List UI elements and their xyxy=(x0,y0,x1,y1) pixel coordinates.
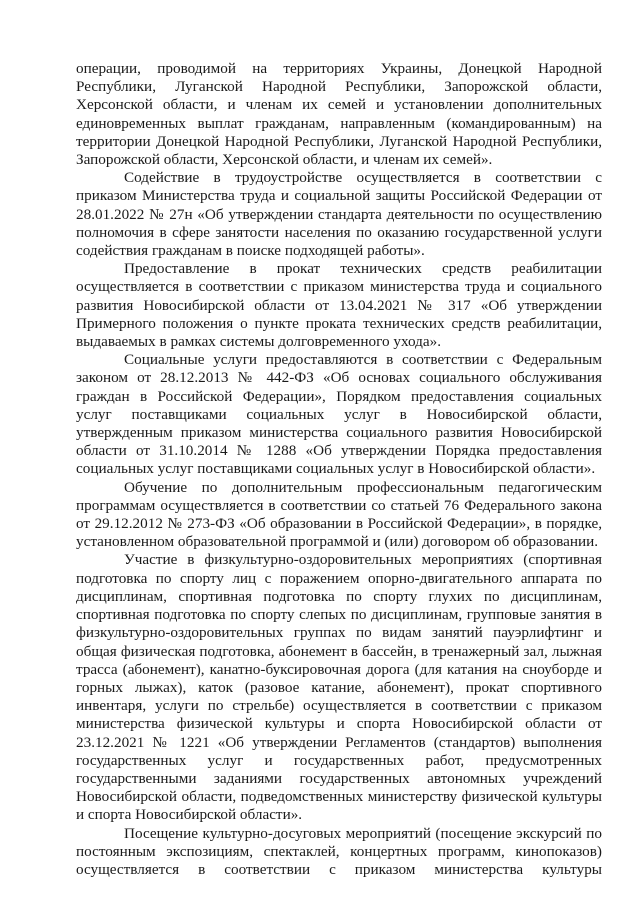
paragraph-employment-assistance: Содействие в трудоустройстве осуществляется в соответствии с приказом Министерства труда и социальной защиты Российской Федерации от 28.01.2022 № 27н «Об утверждении стандарта деятельности по осуществлению полномочия в сфере занятости населения по оказанию государственной услуги содействия гражданам в поиске подходящей работы». xyxy=(76,169,602,260)
paragraph-rehabilitation-rental: Предоставление в прокат технических средств реабилитации осуществляется в соответствии с приказом министерства труда и социального развития Новосибирской области от 13.04.2021 № 317 «Об утверждении Примерного положения о пункте проката технических средств реабилитации, выдаваемых в рамках системы долговременного ухода». xyxy=(76,260,602,351)
paragraph-professional-education: Обучение по дополнительным профессиональным педагогическим программам осуществляется в соответствии со статьей 76 Федерального закона от 29.12.2012 № 273-ФЗ «Об образовании в Российской Федерации», в порядке, установленном образовательной программой и (или) договором об образовании. xyxy=(76,478,602,551)
document-page xyxy=(76,60,602,879)
paragraph-sports-activities: Участие в физкультурно-оздоровительных мероприятиях (спортивная подготовка по спорту лиц с поражением опорно-двигательного аппарата по дисциплинам, спортивная подготовка по спорту глухих по дисциплинам, спортивная подготовка по спорту слепых по дисциплинам, групповые занятия в физкультурно-оздоровительных группах по видам занятий пауэрлифтинг и общая физическая подготовка, абонемент в бассейн, в тренажерный зал, лыжная трасса (абонемент), канатно-буксировочная дорога (для катания на сноуборде и горных лыжах), каток (разовое катание, абонемент), прокат спортивного инвентаря, услуги по стрельбе) осуществляется в соответствии с приказом министерства физической культуры и спорта Новосибирской области от 23.12.2021 № 1221 «Об утверждении Регламентов (стандартов) выполнения государственных услуг и государственных работ, предусмотренных государственными заданиями государственных автономных учреждений Новосибирской области, подведомственных министерству физической культуры и спорта Новосибирской области». xyxy=(76,551,602,824)
paragraph-continued-intro: операции, проводимой на территориях Украины, Донецкой Народной Республики, Луганской Народной Республики, Запорожской области, Херсонской области, и членам их семей и установлении дополнительных единовременных выплат гражданам, направленным (командированным) на территории Донецкой Народной Республики, Луганской Народной Республики, Запорожской области, Херсонской области, и членам их семей». xyxy=(76,60,602,169)
paragraph-social-services: Социальные услуги предоставляются в соответствии с Федеральным законом от 28.12.2013 № 442-ФЗ «Об основах социального обслуживания граждан в Российской Федерации», Порядком предоставления социальных услуг поставщиками социальных услуг в Новосибирской области, утвержденным приказом министерства социального развития Новосибирской области от 31.10.2014 № 1288 «Об утверждении Порядка предоставления социальных услуг поставщиками социальных услуг в Новосибирской области». xyxy=(76,351,602,478)
paragraph-cultural-events: Посещение культурно-досуговых мероприятий (посещение экскурсий по постоянным экспозициям, спектаклей, концертных программ, кинопоказов) осуществляется в соответствии с приказом министерства культуры xyxy=(76,824,602,878)
